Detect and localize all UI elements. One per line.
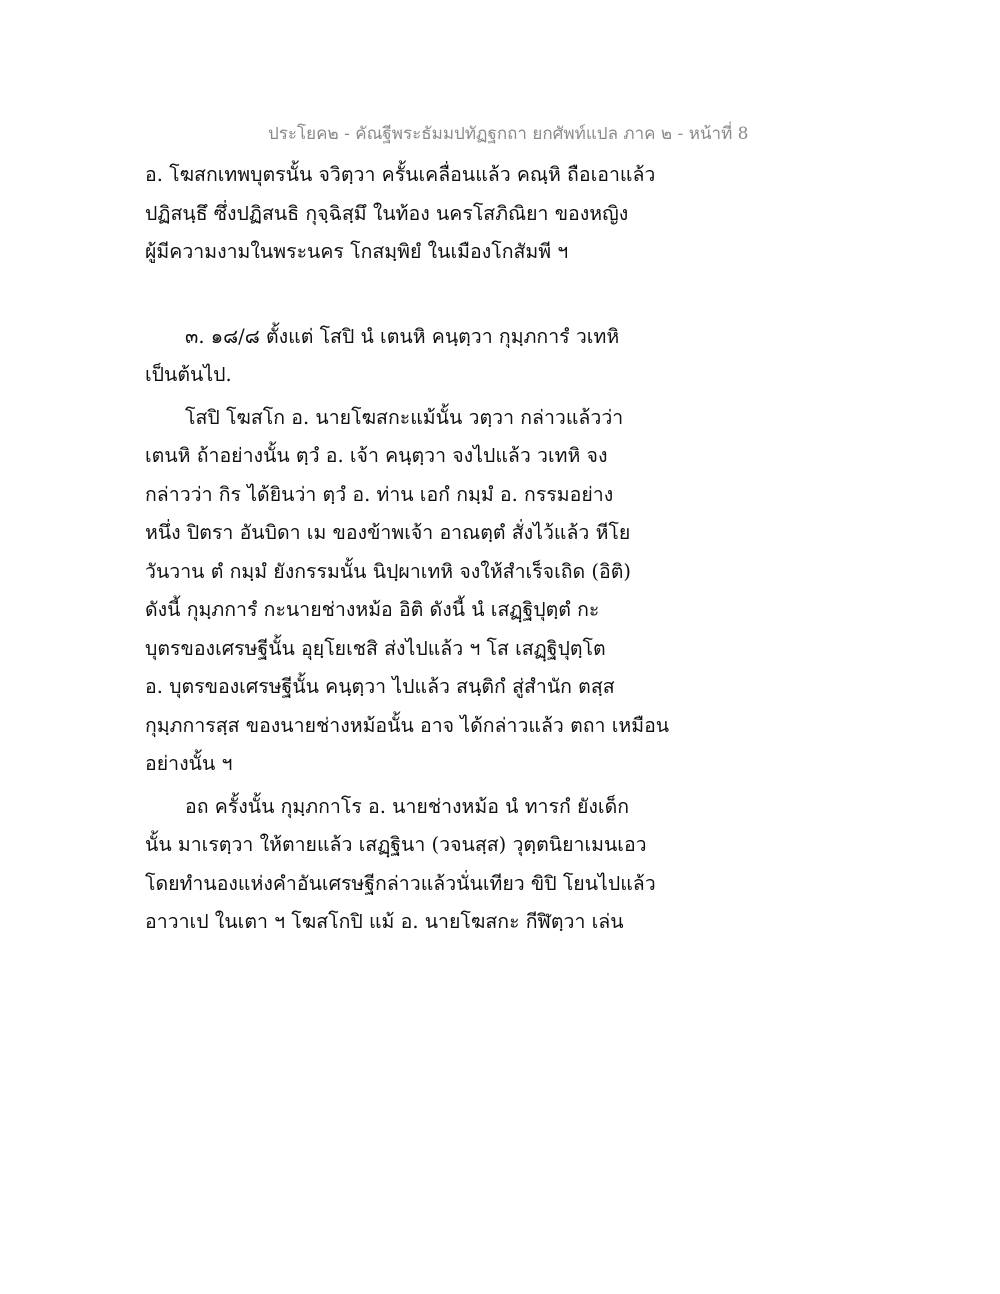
text-line: อ. โฆสกเทพบุตรนั้น จวิตฺวา ครั้นเคลื่อนแล้ว คณฺหิ ถือเอาแล้ว: [145, 163, 656, 186]
paragraph-2: [145, 318, 705, 395]
text-line: หนึ่ง ปิตรา อันบิดา เม ของข้าพเจ้า อาณตฺตํ สั่งไว้แล้ว หีโย: [145, 521, 631, 544]
body-text: [145, 156, 705, 942]
paragraph-1: [145, 156, 705, 272]
text-line: กุมฺภการสฺส ของนายช่างหม้อนั้น อาจ ได้กล่าวแล้ว ตถา เหมือน: [145, 713, 670, 737]
text-line: กล่าวว่า กิร ได้ยินว่า ตฺวํ อ. ท่าน เอกํ กมฺมํ อ. กรรมอย่าง: [145, 482, 614, 506]
text-line: ผู้มีความงามในพระนคร โกสมฺพิยํ ในเมืองโกสัมพี ฯ: [145, 240, 569, 263]
running-header: ประโยค๒ - คัณฐีพระธัมมปทัฏฐกถา ยกศัพท์แปล ภาค ๒ - หน้าที่ 8: [268, 124, 749, 144]
text-line: เตนหิ ถ้าอย่างนั้น ตฺวํ อ. เจ้า คนฺตฺวา จงไปแล้ว วเทหิ จง: [145, 444, 608, 467]
text-line: ปฏิสนฺธึ ซึ่งปฏิสนธิ กุจฺฉิสฺมึ ในท้อง นครโสภิณิยา ของหญิง: [145, 201, 629, 225]
text-line: บุตรของเศรษฐีนั้น อุยฺโยเชสิ ส่งไปแล้ว ฯ โส เสฏฺฐิปุตฺโต: [145, 636, 606, 660]
section-heading-line: ๓. ๑๘/๘ ตั้งแต่ โสปิ นํ เตนหิ คนฺตฺวา กุมฺภการํ วเทหิ: [185, 324, 620, 348]
text-line: เป็นต้นไป.: [145, 363, 232, 386]
paragraph-3: [145, 399, 705, 784]
text-line: ดังนี้ กุมฺภการํ กะนายช่างหม้อ อิติ ดังนี้ นํ เสฏฺฐิปุตฺตํ กะ: [145, 598, 600, 621]
text-line: อ. บุตรของเศรษฐีนั้น คนฺตฺวา ไปแล้ว สนฺติกํ สู่สำนัก ตสฺส: [145, 675, 615, 698]
text-line: อย่างนั้น ฯ: [145, 752, 233, 775]
paragraph-gap: [145, 272, 705, 318]
text-line: อถ ครั้งนั้น กุมฺภกาโร อ. นายช่างหม้อ นํ ทารกํ ยังเด็ก: [185, 794, 630, 818]
text-line: อาวาเป ในเตา ฯ โฆสโกปิ แม้ อ. นายโฆสกะ กีฬิตฺวา เล่น: [145, 910, 624, 933]
text-line: นั้น มาเรตฺวา ให้ตายแล้ว เสฏฺฐินา (วจนสฺส) วุตฺตนิยาเมนเอว: [145, 833, 647, 856]
text-line: โสปิ โฆสโก อ. นายโฆสกะแม้นั้น วตฺวา กล่าวแล้วว่า: [185, 405, 624, 429]
text-line: วันวาน ตํ กมฺมํ ยังกรรมนั้น นิปฺผาเทหิ จงให้สำเร็จเถิด (อิติ): [145, 559, 632, 583]
text-line: โดยทำนองแห่งคำอันเศรษฐีกล่าวแล้วนั่นเทียว ขิปิ โยนไปแล้ว: [145, 871, 656, 895]
paragraph-4: [145, 788, 705, 942]
